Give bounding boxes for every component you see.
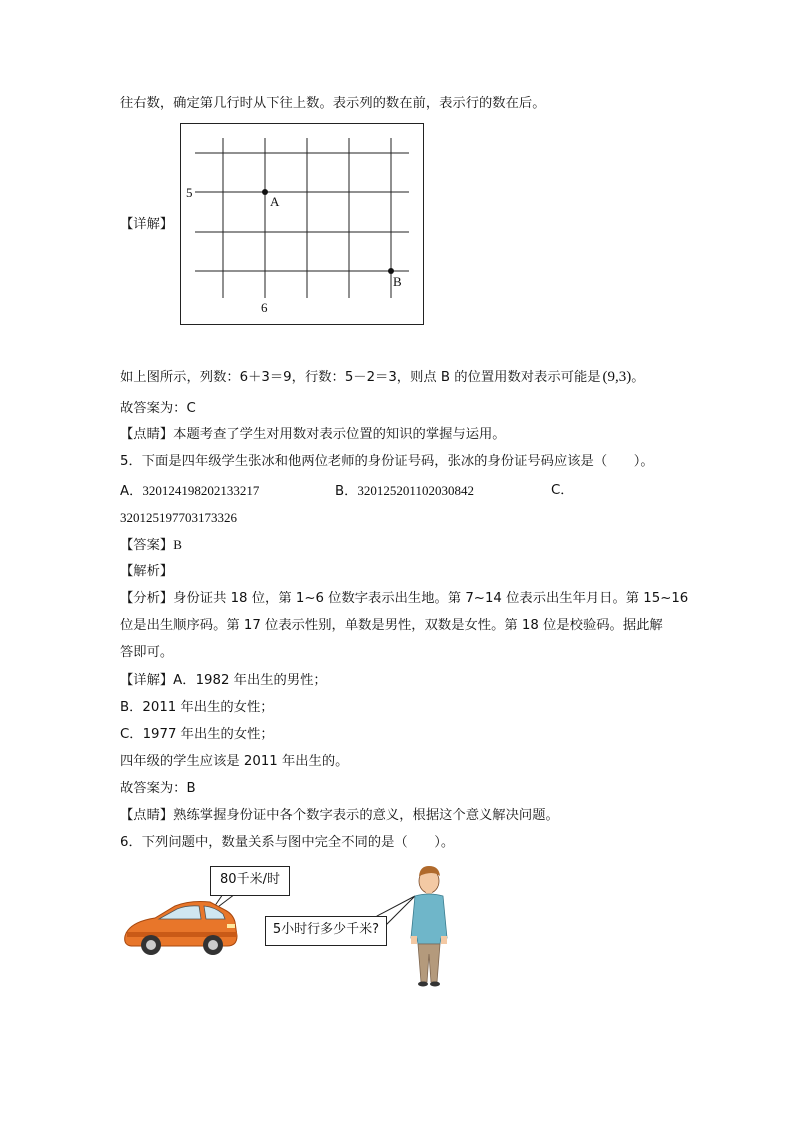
q6-stem: 6．下列问题中，数量关系与图中完全不同的是（ ）。 bbox=[120, 835, 455, 850]
q5-analysis-l1: 【分析】身份证共 18 位，第 1~6 位数字表示出生地。第 7~14 位表示出生年月日。第 15~16 bbox=[120, 591, 689, 606]
q5-detail-c: C．1977 年出生的女性； bbox=[120, 727, 274, 742]
option-label: A． bbox=[120, 484, 143, 499]
grid-row-label: 5 bbox=[186, 185, 193, 200]
calc-end: 。 bbox=[631, 370, 645, 385]
option-label: B． bbox=[335, 484, 358, 499]
q5-analysis-l2: 位是出生顺序码。第 17 位表示性别，单数是男性，双数是女性。第 18 位是校验码。据此解 bbox=[120, 618, 663, 633]
answer-1: 故答案为：C bbox=[120, 401, 196, 416]
grid-svg bbox=[181, 124, 425, 326]
q5-detail-a: 【详解】A．1982 年出生的男性； bbox=[120, 673, 327, 688]
question-bubble: 5小时行多少千米? bbox=[265, 916, 387, 946]
q5-analysis-tag: 【解析】 bbox=[120, 564, 174, 579]
q5-final-answer: 故答案为：B bbox=[120, 781, 196, 796]
q5-option-c-label: C． bbox=[551, 483, 574, 498]
calc-line bbox=[120, 368, 645, 387]
person-icon bbox=[411, 866, 447, 987]
grid-col-label: 6 bbox=[261, 300, 268, 315]
q5-note: 【点睛】熟练掌握身份证中各个数字表示的意义，根据这个意义解决问题。 bbox=[120, 808, 559, 823]
q5-conclusion: 四年级的学生应该是 2011 年出生的。 bbox=[120, 754, 349, 769]
note-1: 【点睛】本题考查了学生对用数对表示位置的知识的掌握与运用。 bbox=[120, 427, 506, 442]
calc-text: 如上图所示，列数：6＋3＝9，行数：5－2＝3，则点 B 的位置用数对表示可能是 bbox=[120, 370, 601, 385]
detail-tag: 【详解】 bbox=[120, 217, 174, 232]
q5-analysis-l3: 答即可。 bbox=[120, 645, 174, 660]
q6-illustration bbox=[115, 858, 455, 993]
grid-figure bbox=[180, 123, 424, 325]
point-a-label: A bbox=[270, 194, 280, 209]
point-b-label: B bbox=[393, 274, 402, 289]
answer-value: B bbox=[173, 537, 182, 552]
car-icon bbox=[125, 902, 237, 956]
q5-stem: 5．下面是四年级学生张冰和他两位老师的身份证号码，张冰的身份证号码应该是（ ）。 bbox=[120, 454, 654, 469]
q5-option-a bbox=[120, 482, 259, 501]
q5-detail-b: B．2011 年出生的女性； bbox=[120, 700, 274, 715]
option-value: 320125201102030842 bbox=[357, 483, 474, 498]
option-value: 320124198202133217 bbox=[142, 483, 260, 498]
intro-line: 往右数，确定第几行时从下往上数。表示列的数在前，表示行的数在后。 bbox=[120, 96, 546, 111]
q5-option-c-value: 320125197703173326 bbox=[120, 510, 237, 525]
q5-answer bbox=[120, 536, 182, 555]
calc-answer: (9,3) bbox=[602, 369, 632, 385]
speed-bubble: 80千米/时 bbox=[210, 866, 290, 896]
answer-tag: 【答案】 bbox=[120, 538, 174, 553]
q5-option-b bbox=[335, 482, 474, 501]
point-a-dot bbox=[262, 189, 268, 195]
